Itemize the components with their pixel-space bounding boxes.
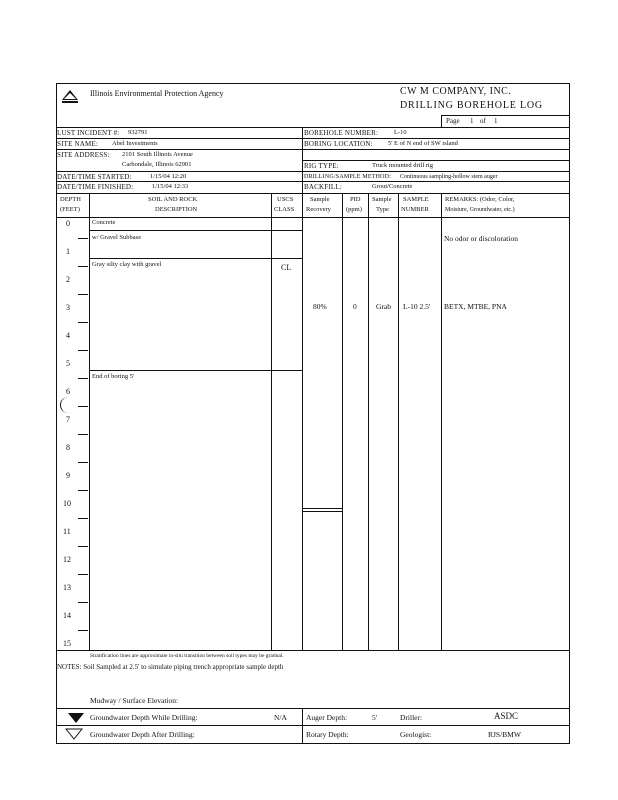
recovery-line-2	[302, 511, 342, 512]
notes: NOTES: Soil Sampled at 2.5' to simulate piping trench appropriate sample depth	[57, 663, 284, 671]
col-uscs-2: CLASS	[274, 206, 295, 213]
soil-description-end: End of boring 5'	[92, 373, 135, 380]
boring-location-label: BORING LOCATION:	[304, 140, 373, 148]
auger-depth-label: Auger Depth:	[306, 713, 348, 722]
info-line-4	[302, 160, 570, 161]
col-recovery-1: Sample	[310, 196, 330, 203]
soil-description-gravel: w/ Gravel Subbase	[92, 234, 142, 241]
depth-label: 1	[66, 247, 70, 256]
col-sample-type-2: Type	[376, 206, 389, 213]
depth-label: 11	[63, 527, 71, 536]
drilling-method-label: DRILLING/SAMPLE METHOD:	[304, 174, 392, 180]
col-sample-number-2: NUMBER	[401, 206, 429, 213]
col-line-soil	[271, 193, 272, 650]
elevation-label: Mudway / Surface Elevation:	[90, 696, 179, 705]
depth-tick	[78, 630, 88, 631]
date-finished-label: DATE/TIME FINISHED:	[57, 183, 134, 191]
col-pid-1: PID	[350, 196, 361, 203]
groundwater-after-icon	[65, 727, 83, 745]
layer-line-3	[89, 370, 302, 371]
layer-line-2	[89, 258, 302, 259]
sample-pid: 0	[353, 302, 357, 311]
page-number: 1	[470, 117, 474, 125]
col-soil-1: SOIL AND ROCK	[148, 196, 198, 203]
frame-right	[569, 83, 570, 743]
depth-tick	[78, 546, 88, 547]
page-label: Page	[446, 117, 460, 125]
date-finished-value: 1/15/04 12:33	[152, 183, 189, 190]
site-name-label: SITE NAME:	[57, 140, 99, 148]
site-name-value: Abel Investments	[112, 140, 158, 147]
footer-line-2	[56, 725, 570, 726]
depth-tick	[78, 350, 88, 351]
depth-tick	[78, 518, 88, 519]
lust-incident-value: 932791	[128, 129, 148, 136]
col-line-uscs	[302, 193, 303, 650]
depth-label: 10	[63, 499, 71, 508]
driller-label: Driller:	[400, 713, 423, 722]
depth-tick	[78, 602, 88, 603]
col-remarks-1: REMARKS: (Odor, Color,	[445, 196, 515, 203]
lust-incident-label: LUST INCIDENT #:	[57, 129, 120, 137]
rig-type-label: RIG TYPE:	[304, 162, 339, 170]
company-name: CW M COMPANY, INC.	[400, 86, 512, 97]
site-address-line-1: 2101 South Illinois Avenue	[122, 151, 193, 158]
info-line-1	[56, 127, 570, 128]
gw-after-label: Groundwater Depth After Drilling:	[90, 730, 195, 739]
col-recovery-2: Recovery	[306, 206, 331, 213]
depth-label: 12	[63, 555, 71, 564]
uscs-class: CL	[281, 263, 292, 272]
rotary-depth-label: Rotary Depth:	[306, 730, 349, 739]
depth-label: 13	[63, 583, 71, 592]
agency-name: Illinois Environmental Protection Agency	[90, 89, 224, 98]
col-sample-number-1: SAMPLE	[403, 196, 429, 203]
depth-tick	[78, 266, 88, 267]
boring-location-value: 5' E of N end of SW island	[388, 140, 458, 147]
recovery-line-1	[302, 508, 342, 509]
info-line-5	[56, 171, 570, 172]
drilling-method-value: Continuous sampling-hollow stem auger	[400, 174, 498, 180]
info-line-2	[56, 138, 570, 139]
gw-drilling-value: N/A	[274, 713, 287, 722]
gw-drilling-label: Groundwater Depth While Drilling:	[90, 713, 198, 722]
auger-depth-value: 5'	[372, 713, 378, 722]
col-line-snum	[441, 193, 442, 650]
info-line-3	[56, 149, 570, 150]
page-total: 1	[494, 117, 498, 125]
sample-number: L-10 2.5'	[403, 302, 431, 311]
col-remarks-2: Moisture, Groundwater, etc.)	[445, 207, 515, 213]
col-line-stype	[398, 193, 399, 650]
depth-label: 7	[66, 415, 70, 424]
depth-tick	[78, 322, 88, 323]
soil-description-clay: Gray silty clay with gravel	[92, 261, 162, 268]
depth-tick	[78, 574, 88, 575]
soil-description-concrete: Concrete	[92, 219, 116, 226]
geologist-label: Geologist:	[400, 730, 432, 739]
date-started-label: DATE/TIME STARTED:	[57, 173, 132, 181]
geologist-value: RJS/BMW	[488, 730, 521, 739]
depth-label: 8	[66, 443, 70, 452]
depth-tick	[78, 238, 88, 239]
col-uscs-1: USCS	[277, 196, 294, 203]
backfill-value: Grout/Concrete	[372, 183, 413, 190]
remarks-odor: No odor or discoloration	[444, 234, 518, 243]
rig-type-value: Truck mounted drill rig	[372, 162, 433, 169]
frame-left	[56, 83, 57, 743]
depth-tick	[78, 462, 88, 463]
driller-value: ASDC	[494, 711, 519, 721]
sample-recovery: 80%	[313, 302, 327, 311]
depth-label: 9	[66, 471, 70, 480]
borehole-number-value: L-10	[394, 129, 407, 136]
col-line-recovery	[342, 193, 343, 650]
log-bottom-line	[56, 650, 570, 651]
remarks-analysis: BETX, MTBE, PNA	[444, 302, 507, 311]
info-line-6	[56, 181, 570, 182]
depth-tick	[78, 294, 88, 295]
depth-label: 0	[66, 219, 70, 228]
stratification-note: Stratification lines are approximate in-situ transition between soil types may be gradual.	[90, 653, 284, 659]
depth-label: 4	[66, 331, 70, 340]
backfill-label: BACKFILL:	[304, 183, 342, 191]
site-address-label: SITE ADDRESS:	[57, 151, 110, 159]
margin-mark	[60, 397, 69, 413]
sample-type: Grab	[376, 302, 391, 311]
depth-label: 15	[63, 639, 71, 648]
page-of: of	[480, 117, 486, 125]
col-line-pid	[368, 193, 369, 650]
depth-label: 2	[66, 275, 70, 284]
date-started-value: 1/15/04 12:20	[150, 173, 187, 180]
layer-line-1	[89, 230, 302, 231]
depth-tick	[78, 490, 88, 491]
col-pid-2: (ppm)	[346, 206, 362, 213]
col-sample-type-1: Sample	[372, 196, 392, 203]
depth-label: 5	[66, 359, 70, 368]
depth-label: 3	[66, 303, 70, 312]
depth-label: 6	[66, 387, 70, 396]
col-depth-2: (FEET)	[60, 206, 80, 213]
frame-top	[56, 83, 570, 84]
col-soil-2: DESCRIPTION	[155, 206, 198, 213]
depth-tick	[78, 406, 88, 407]
info-line-7	[56, 193, 570, 194]
footer-line-1	[56, 708, 570, 709]
depth-label: 14	[63, 611, 71, 620]
site-address-line-2: Carbondale, Illinois 62901	[122, 161, 192, 168]
agency-logo	[60, 86, 80, 106]
document-title: DRILLING BOREHOLE LOG	[400, 100, 543, 111]
depth-tick	[78, 378, 88, 379]
col-depth-1: DEPTH	[60, 196, 81, 203]
page-indicator	[441, 115, 570, 127]
col-line-depth	[89, 193, 90, 650]
header-bottom-line	[56, 217, 570, 218]
depth-tick	[78, 434, 88, 435]
borehole-number-label: BOREHOLE NUMBER:	[304, 129, 379, 137]
frame-bottom	[56, 743, 570, 744]
